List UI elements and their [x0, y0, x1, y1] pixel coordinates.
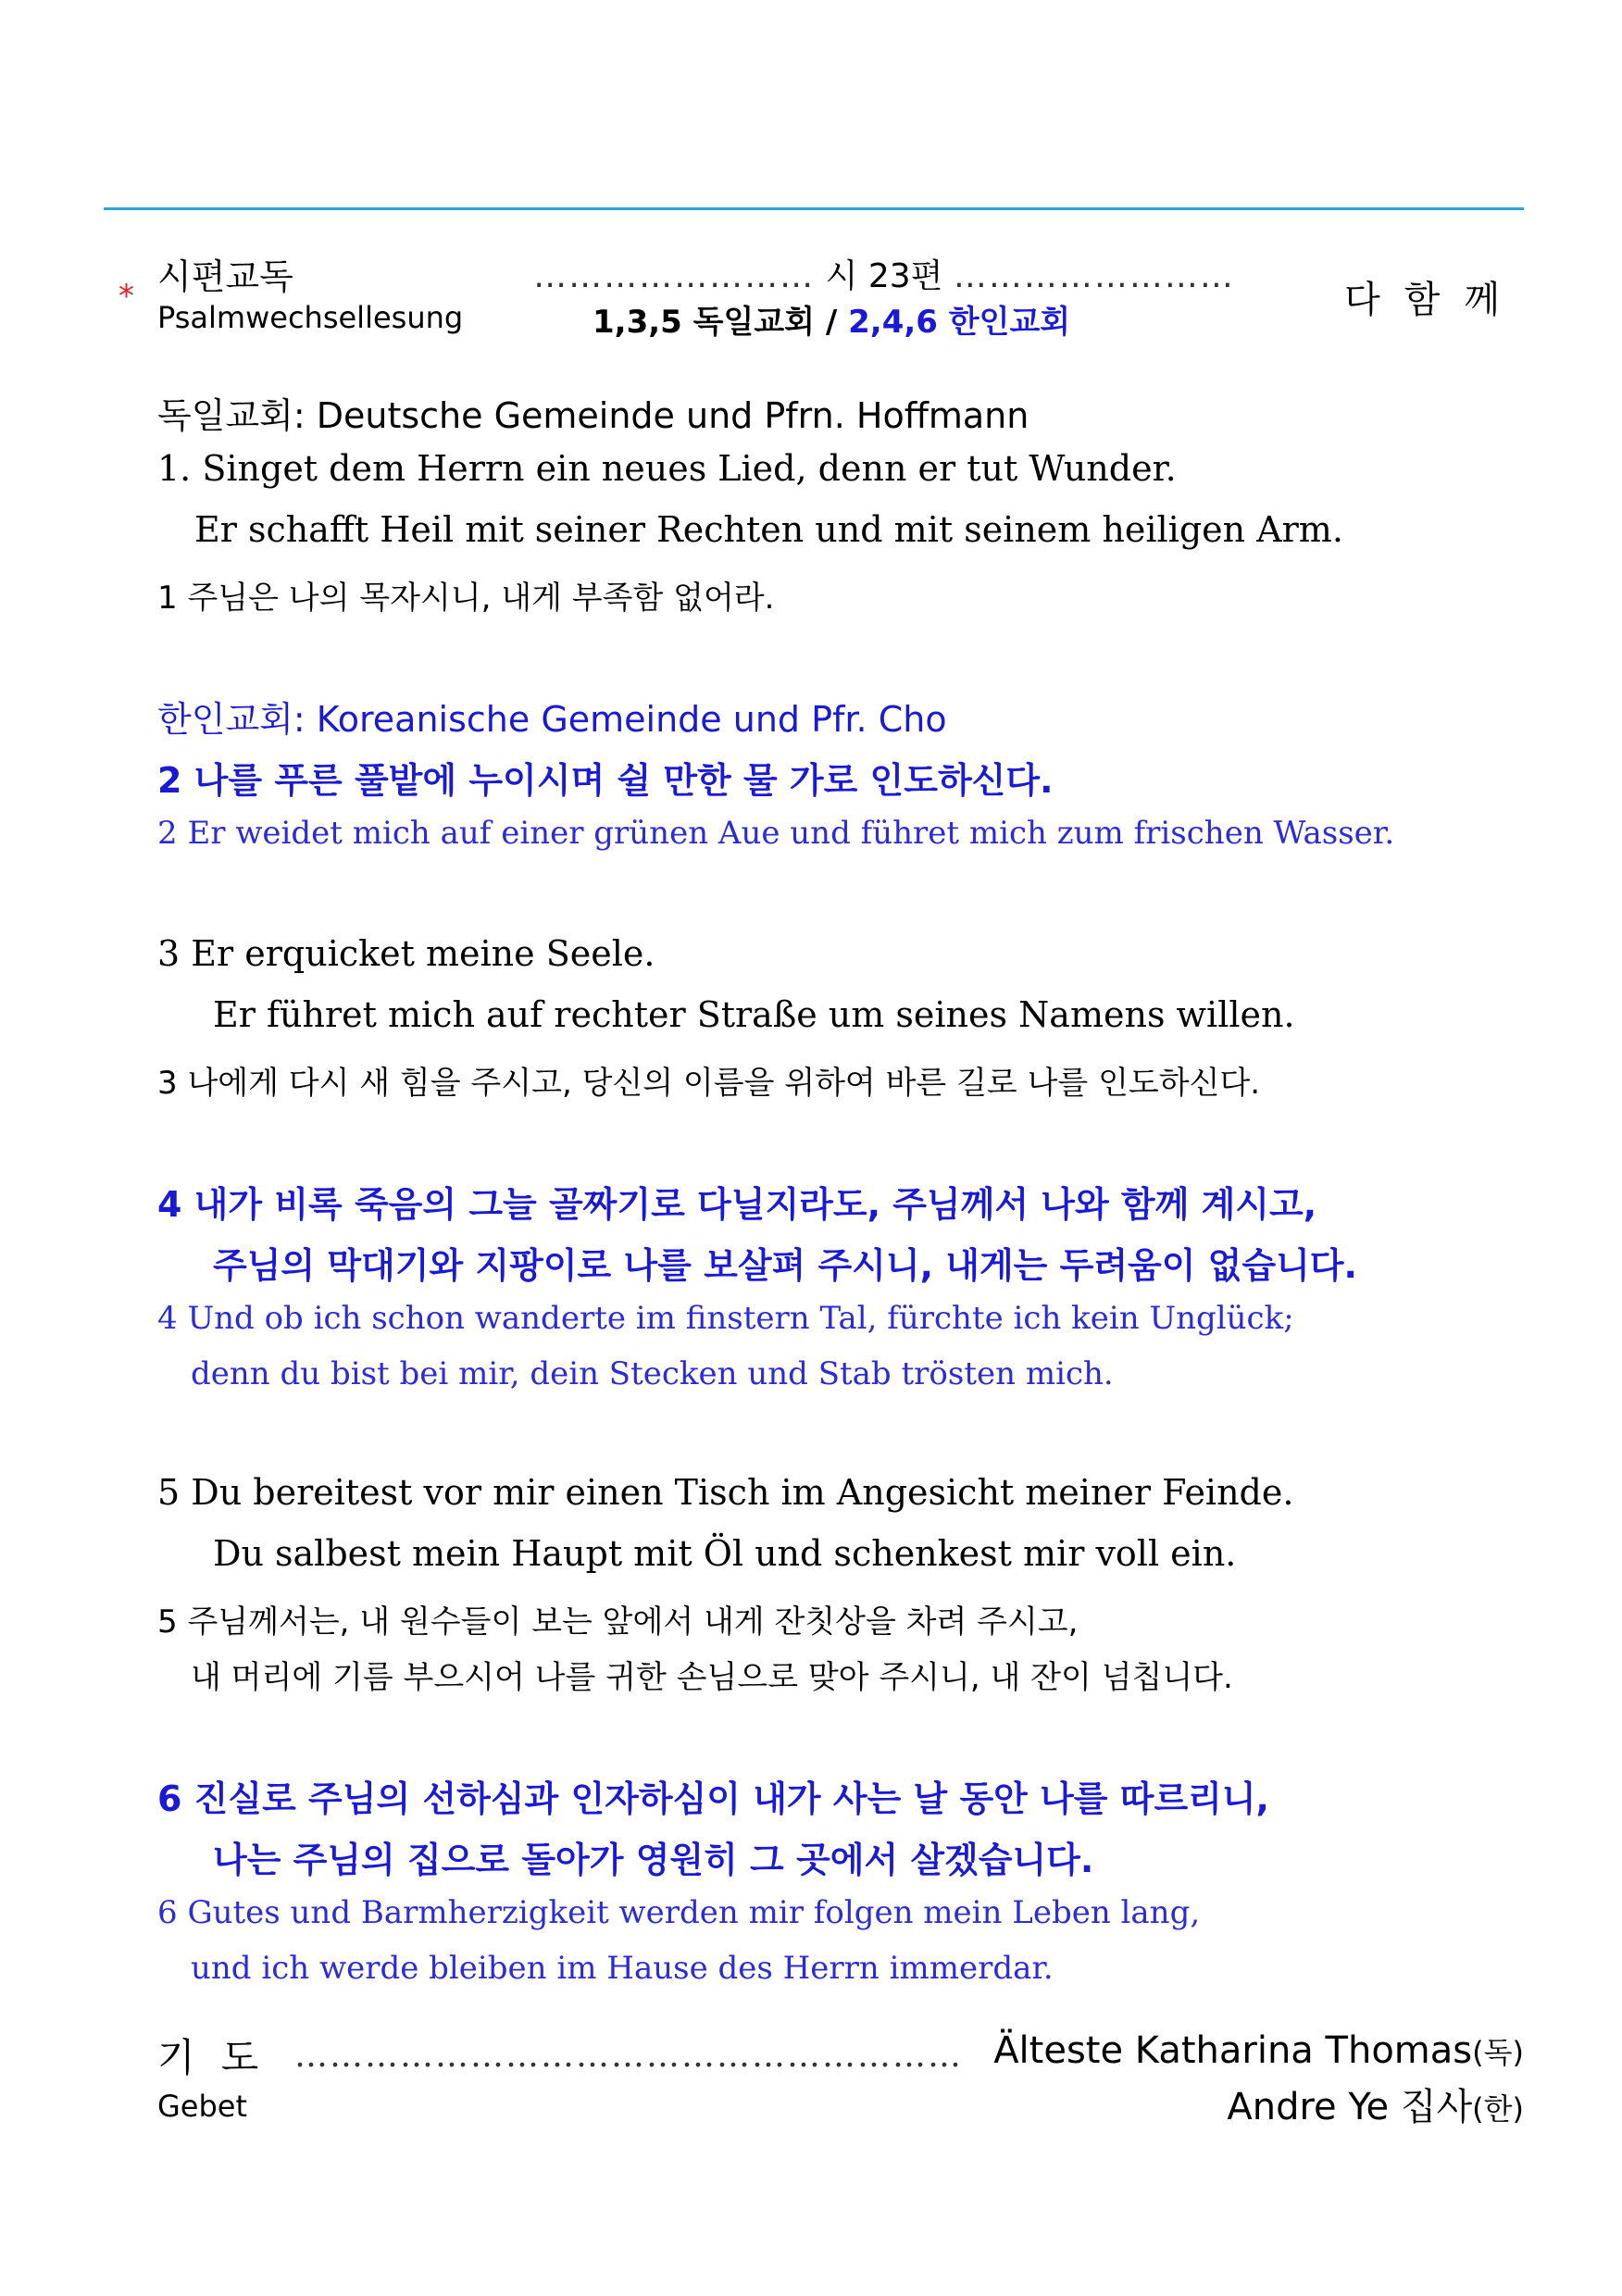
section-title: 시편교독 — [157, 256, 293, 297]
verse-6-korean-line-1: 6 진실로 주님의 선하심과 인자하심이 내가 사는 날 동안 나를 따르리니, — [157, 1778, 1269, 1819]
split-separator: / — [815, 304, 849, 341]
required-marker: * — [119, 278, 134, 315]
leader-dots-right: …………………… — [953, 257, 1235, 295]
section-subtitle: Psalmwechsellesung — [157, 300, 464, 335]
leader-dots-left: …………………… — [533, 257, 816, 295]
verse-5-korean-line-2: 내 머리에 기름 부으시어 나를 귀한 손님으로 맞아 주시니, 내 잔이 넘칩니다. — [191, 1659, 1233, 1696]
verse-1-korean: 1 주님은 나의 목자시니, 내게 부족함 없어라. — [157, 580, 775, 617]
verse-1-german-line-2: Er schafft Heil mit seiner Rechten und mit seinem heiligen Arm. — [194, 509, 1343, 550]
verse-5-german-line-2: Du salbest mein Haupt mit Öl und schenkest mir voll ein. — [213, 1533, 1237, 1574]
psalm-number: 시 23편 — [825, 257, 943, 295]
verse-6-korean-line-2: 나는 주님의 집으로 돌아가 영원히 그 곳에서 살겠습니다. — [213, 1840, 1094, 1880]
prayer-title: 기도 — [157, 2035, 285, 2080]
verse-3-korean: 3 나에게 다시 새 힘을 주시고, 당신의 이름을 위하여 바른 길로 나를 인도하신다. — [157, 1065, 1261, 1102]
leader-korean-tag: (한) — [1472, 2091, 1524, 2127]
leader-german-tag: (독) — [1472, 2035, 1524, 2070]
split-korean: 2,4,6 한인교회 — [848, 304, 1071, 341]
psalm-reference — [463, 250, 1305, 297]
prayer-subtitle: Gebet — [157, 2089, 248, 2124]
verse-2-german: 2 Er weidet mich auf einer grünen Aue und führet mich zum frischen Wasser. — [157, 815, 1395, 852]
verse-4-german-line-1: 4 Und ob ich schon wanderte im finstern Tal, fürchte ich kein Unglück; — [157, 1300, 1294, 1337]
verse-5-german-line-1: 5 Du bereitest vor mir einen Tisch im Angesicht meiner Feinde. — [157, 1472, 1294, 1513]
top-rule — [104, 207, 1524, 210]
korean-congregation-heading: 한인교회: Koreanische Gemeinde und Pfr. Cho — [157, 699, 947, 740]
leader-korean-name: Andre Ye 집사 — [1227, 2086, 1473, 2128]
verse-2-korean: 2 나를 푸른 풀밭에 누이시며 쉴 만한 물 가로 인도하신다. — [157, 760, 1054, 801]
leader-german-name: Älteste Katharina Thomas — [993, 2029, 1473, 2072]
all-together-label: 다함께 — [1344, 279, 1524, 321]
prayer-leader-dots: ………………………………………………… — [294, 2037, 963, 2075]
verse-1-german-line-1: 1. Singet dem Herrn ein neues Lied, denn er tut Wunder. — [157, 448, 1177, 489]
split-german: 1,3,5 독일교회 — [593, 304, 816, 341]
german-congregation-heading: 독일교회: Deutsche Gemeinde und Pfrn. Hoffmann — [157, 395, 1029, 436]
verse-3-german-line-1: 3 Er erquicket meine Seele. — [157, 933, 655, 974]
verse-5-korean-line-1: 5 주님께서는, 내 원수들이 보는 앞에서 내게 잔칫상을 차려 주시고, — [157, 1603, 1079, 1641]
reading-split — [593, 296, 1070, 342]
prayer-leader-german — [993, 2029, 1524, 2072]
verse-4-korean-line-1: 4 내가 비록 죽음의 그늘 골짜기로 다닐지라도, 주님께서 나와 함께 계시고, — [157, 1184, 1317, 1225]
verse-3-german-line-2: Er führet mich auf rechter Straße um seines Namens willen. — [213, 994, 1295, 1035]
verse-6-german-line-2: und ich werde bleiben im Hause des Herrn immerdar. — [191, 1950, 1054, 1987]
verse-4-german-line-2: denn du bist bei mir, dein Stecken und Stab trösten mich. — [191, 1355, 1114, 1392]
prayer-leader-korean — [1227, 2078, 1524, 2130]
verse-6-german-line-1: 6 Gutes und Barmherzigkeit werden mir folgen mein Leben lang, — [157, 1894, 1201, 1931]
verse-4-korean-line-2: 주님의 막대기와 지팡이로 나를 보살펴 주시니, 내게는 두려움이 없습니다. — [213, 1245, 1357, 1286]
